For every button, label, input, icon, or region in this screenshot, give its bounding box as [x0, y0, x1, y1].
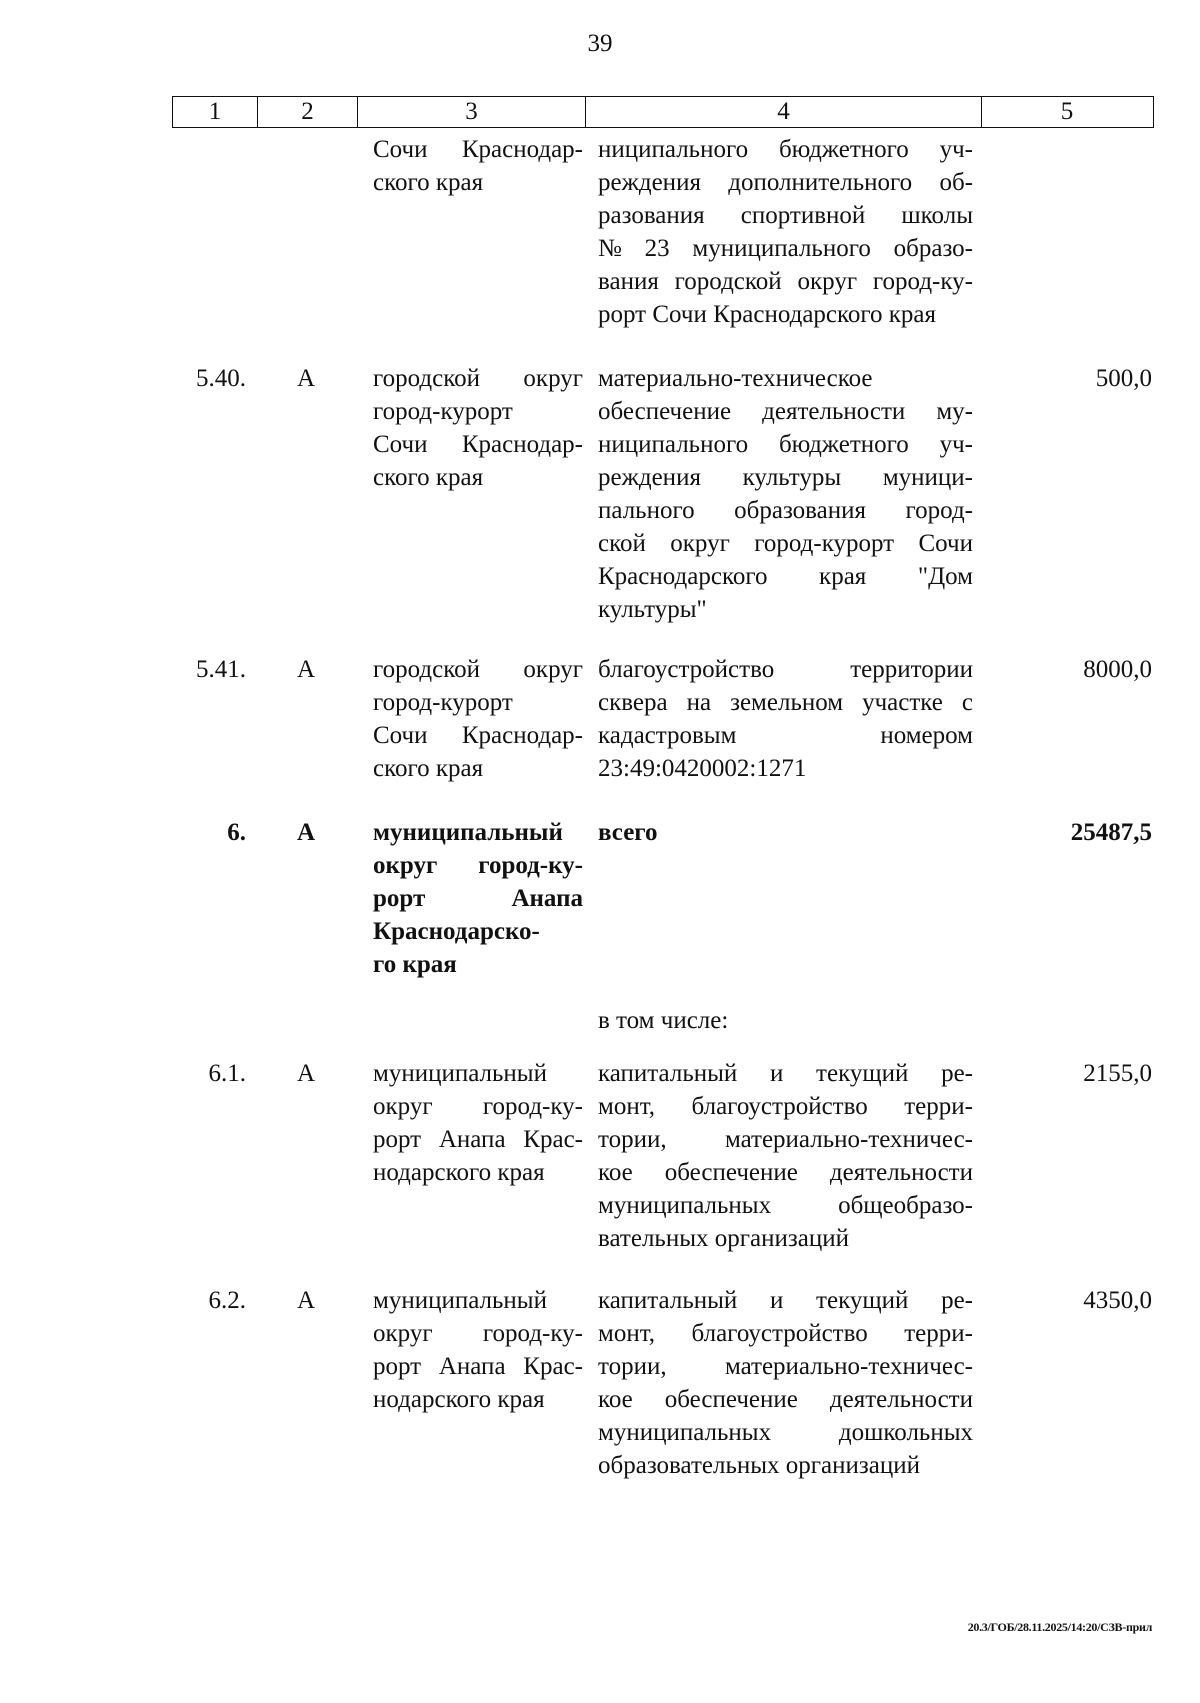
- recipient-cell: [373, 133, 583, 199]
- text-line: [598, 527, 973, 560]
- row-letter: А: [296, 1287, 316, 1314]
- text-line: [373, 719, 583, 752]
- word: и: [769, 1060, 784, 1087]
- word: ской: [598, 530, 646, 557]
- text-line: муниципальный: [373, 1287, 547, 1314]
- word: терри-: [904, 1320, 973, 1347]
- text-line: [373, 653, 583, 686]
- text-line: материально-техническое: [598, 365, 873, 392]
- word: благоустройство: [598, 656, 775, 683]
- recipient-cell: [373, 653, 583, 785]
- word: Анапа: [438, 1353, 506, 1380]
- word: Краснодар-: [461, 431, 583, 458]
- word: 23: [644, 235, 670, 262]
- text-line: [373, 1350, 583, 1383]
- word: монт,: [598, 1093, 655, 1120]
- word: номером: [880, 722, 973, 749]
- row-letter: А: [296, 1060, 316, 1087]
- text-line: [598, 199, 973, 232]
- text-line: [598, 1350, 973, 1383]
- page-number: 39: [587, 30, 613, 57]
- amount-cell: 4350,0: [1083, 1287, 1152, 1314]
- text-line: [598, 232, 973, 265]
- word: городской: [373, 656, 480, 683]
- row-number: 6.2.: [208, 1287, 246, 1314]
- word: муници-: [882, 464, 973, 491]
- text-line: [373, 362, 583, 395]
- text-line: [598, 719, 973, 752]
- text-line: вательных организаций: [598, 1225, 849, 1252]
- word: капитальный: [598, 1060, 738, 1087]
- text-line: нодарского края: [373, 1386, 545, 1413]
- word: территории: [850, 656, 973, 683]
- header-col-3: 3: [357, 97, 585, 127]
- text-line: [598, 1156, 973, 1189]
- word: благоустройство: [691, 1093, 868, 1120]
- word: обеспечение: [664, 1386, 798, 1413]
- word: рорт: [373, 1353, 422, 1380]
- text-line: [373, 1090, 583, 1123]
- text-line: [373, 133, 583, 166]
- word: сквера: [598, 689, 668, 716]
- word: округ: [523, 365, 583, 392]
- word: реждения: [598, 464, 701, 491]
- word: город-: [905, 497, 973, 524]
- header-col-2: 2: [257, 97, 357, 127]
- word: му-: [936, 398, 973, 425]
- word: текущий: [816, 1287, 909, 1314]
- word: обеспечение: [598, 398, 732, 425]
- word: на: [686, 689, 712, 716]
- word: текущий: [816, 1060, 909, 1087]
- word: деятельности: [762, 398, 906, 425]
- text-line: [598, 560, 973, 593]
- word: образо-: [893, 235, 973, 262]
- text-line: [373, 849, 583, 882]
- word: культуры: [742, 464, 842, 491]
- text-line: [598, 653, 973, 686]
- word: город-ку-: [478, 852, 583, 879]
- word: рорт: [373, 1126, 422, 1153]
- text-line: ского края: [373, 755, 484, 782]
- word: бюджетного: [778, 431, 909, 458]
- word: округ: [373, 852, 438, 879]
- text-line: город-курорт: [373, 689, 513, 716]
- word: город-ку-: [872, 268, 973, 295]
- text-line: [598, 1090, 973, 1123]
- word: Краснодар-: [461, 136, 583, 163]
- word: ниципального: [598, 431, 749, 458]
- text-line: [598, 395, 973, 428]
- word: город-ку-: [482, 1093, 583, 1120]
- word: материально-техничес-: [724, 1126, 973, 1153]
- word: "Дом: [917, 563, 973, 590]
- word: деятельности: [829, 1159, 973, 1186]
- word: Сочи: [918, 530, 973, 557]
- table-header-row: [172, 96, 1154, 128]
- subtotal-caption: в том числе:: [598, 1007, 729, 1034]
- text-line: ского края: [373, 169, 484, 196]
- text-line: рорт Сочи Краснодарского края: [598, 301, 937, 328]
- text-line: нодарского края: [373, 1159, 545, 1186]
- text-line: [598, 686, 973, 719]
- document-code: 20.3/ГОБ/28.11.2025/14:20/СЗВ-прил: [967, 1620, 1152, 1634]
- row-number: 5.41.: [196, 656, 246, 683]
- word: дошкольных: [838, 1419, 973, 1446]
- word: общеобразо-: [838, 1192, 973, 1219]
- word: участке: [862, 689, 943, 716]
- word: Сочи: [373, 431, 428, 458]
- word: реждения: [598, 169, 701, 196]
- recipient-cell: [373, 1284, 583, 1416]
- text-line: всего: [598, 819, 658, 846]
- word: ре-: [941, 1060, 973, 1087]
- text-line: [373, 428, 583, 461]
- row-number: 5.40.: [196, 365, 246, 392]
- text-line: ского края: [373, 464, 484, 491]
- text-line: [373, 882, 583, 915]
- word: округ: [670, 530, 730, 557]
- text-line: [598, 1383, 973, 1416]
- word: Сочи: [373, 136, 428, 163]
- text-line: го края: [373, 951, 457, 978]
- text-line: [598, 428, 973, 461]
- text-line: [598, 133, 973, 166]
- text-line: [373, 1317, 583, 1350]
- word: земельном: [730, 689, 844, 716]
- purpose-cell: [598, 653, 973, 785]
- word: об-: [939, 169, 973, 196]
- word: бюджетного: [778, 136, 909, 163]
- row-number: 6.: [227, 819, 246, 846]
- word: муниципальных: [598, 1192, 772, 1219]
- text-line: [598, 494, 973, 527]
- word: Анапа: [511, 885, 583, 912]
- word: разования: [598, 202, 705, 229]
- text-line: 23:49:0420002:1271: [598, 755, 807, 782]
- word: №: [598, 235, 622, 262]
- text-line: город-курорт: [373, 398, 513, 425]
- word: образования: [734, 497, 866, 524]
- word: округ: [373, 1093, 433, 1120]
- word: Анапа: [438, 1126, 506, 1153]
- text-line: культуры": [598, 596, 707, 623]
- text-line: образовательных организаций: [598, 1452, 921, 1479]
- text-line: [373, 1123, 583, 1156]
- header-col-1: 1: [208, 98, 222, 125]
- row-number: 6.1.: [208, 1060, 246, 1087]
- text-line: [598, 461, 973, 494]
- row-letter: А: [296, 365, 316, 392]
- purpose-cell: [598, 362, 973, 626]
- word: муниципальных: [598, 1419, 772, 1446]
- word: кое: [598, 1159, 633, 1186]
- word: кое: [598, 1386, 633, 1413]
- amount-cell: 25487,5: [1070, 819, 1152, 846]
- word: с: [961, 689, 973, 716]
- text-line: [598, 265, 973, 298]
- word: Краснодарского: [598, 563, 768, 590]
- text-line: муниципальный: [373, 1060, 547, 1087]
- word: пального: [598, 497, 695, 524]
- word: благоустройство: [691, 1320, 868, 1347]
- word: кадастровым: [598, 722, 737, 749]
- text-line: Краснодарско-: [373, 918, 540, 945]
- word: вания: [598, 268, 659, 295]
- word: округ: [523, 656, 583, 683]
- word: спортивной: [740, 202, 866, 229]
- word: округ: [797, 268, 858, 295]
- row-letter: А: [296, 656, 316, 683]
- word: городской: [373, 365, 480, 392]
- word: тории,: [598, 1353, 667, 1380]
- word: монт,: [598, 1320, 655, 1347]
- word: уч-: [939, 136, 973, 163]
- word: обеспечение: [664, 1159, 798, 1186]
- word: края: [819, 563, 867, 590]
- word: ре-: [941, 1287, 973, 1314]
- text-line: [598, 1057, 973, 1090]
- word: материально-техничес-: [724, 1353, 973, 1380]
- recipient-cell: [373, 1057, 583, 1189]
- header-col-4: 4: [585, 97, 981, 127]
- purpose-cell: [598, 1057, 973, 1255]
- word: капитальный: [598, 1287, 738, 1314]
- word: Крас-: [523, 1126, 583, 1153]
- word: тории,: [598, 1126, 667, 1153]
- amount-cell: 8000,0: [1083, 656, 1152, 683]
- word: муниципального: [692, 235, 871, 262]
- word: ниципального: [598, 136, 749, 163]
- amount-cell: 2155,0: [1083, 1060, 1152, 1087]
- recipient-cell: [373, 816, 583, 981]
- word: и: [769, 1287, 784, 1314]
- word: город-ку-: [482, 1320, 583, 1347]
- word: деятельности: [829, 1386, 973, 1413]
- word: рорт: [373, 885, 426, 912]
- word: Сочи: [373, 722, 428, 749]
- word: школы: [901, 202, 973, 229]
- text-line: [598, 1317, 973, 1350]
- text-line: муниципальный: [373, 819, 563, 846]
- text-line: [598, 166, 973, 199]
- recipient-cell: [373, 362, 583, 494]
- text-line: [598, 1123, 973, 1156]
- word: город-курорт: [754, 530, 895, 557]
- purpose-cell: [598, 816, 973, 849]
- text-line: [598, 1189, 973, 1222]
- word: городской: [674, 268, 782, 295]
- text-line: [598, 1284, 973, 1317]
- text-line: [598, 1416, 973, 1449]
- amount-cell: 500,0: [1095, 365, 1152, 392]
- word: Крас-: [523, 1353, 583, 1380]
- word: уч-: [939, 431, 973, 458]
- purpose-cell: [598, 133, 973, 331]
- purpose-cell: [598, 1284, 973, 1482]
- word: дополнительного: [728, 169, 913, 196]
- word: терри-: [904, 1093, 973, 1120]
- header-col-5: 5: [981, 97, 1152, 127]
- word: округ: [373, 1320, 433, 1347]
- word: Краснодар-: [461, 722, 583, 749]
- row-letter: А: [296, 819, 316, 846]
